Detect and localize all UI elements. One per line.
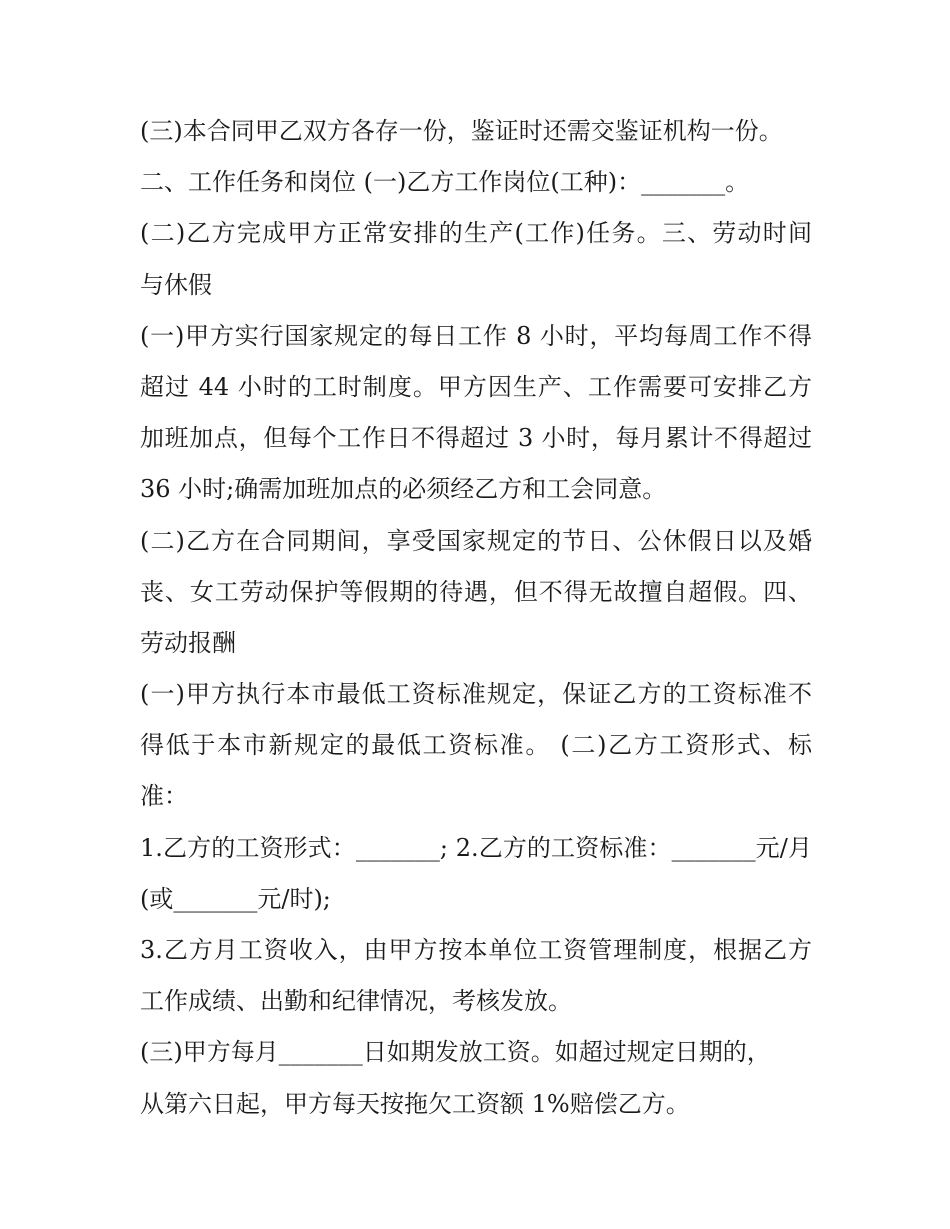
- text-line: (或_______元/时);: [140, 884, 331, 913]
- text-line: 与休假: [140, 270, 212, 299]
- text-line: (二)乙方在合同期间，享受国家规定的节日、公休假日以及婚: [140, 526, 812, 555]
- text-line: 准：: [140, 782, 188, 811]
- text-line: (二)乙方完成甲方正常安排的生产(工作)任务。三、劳动时间: [140, 219, 812, 248]
- text-line: (三)甲方每月_______日如期发放工资。如超过规定日期的，: [140, 1038, 771, 1067]
- text-line: 丧、女工劳动保护等假期的待遇，但不得无故擅自超假。四、: [140, 577, 812, 606]
- text-line: 3.乙方月工资收入，由甲方按本单位工资管理制度，根据乙方: [140, 936, 812, 964]
- text-line: (一)甲方实行国家规定的每日工作 8 小时，平均每周工作不得: [140, 321, 812, 350]
- text-line: 加班加点，但每个工作日不得超过 3 小时，每月累计不得超过: [140, 424, 812, 453]
- text-line: 1.乙方的工资形式：_______; 2.乙方的工资标准：_______元/月: [140, 833, 812, 862]
- document-body: [140, 106, 812, 1130]
- text-line: (一)甲方执行本市最低工资标准规定，保证乙方的工资标准不: [140, 680, 812, 709]
- text-line: (三)本合同甲乙双方各存一份，鉴证时还需交鉴证机构一份。: [140, 117, 783, 145]
- text-line: 36 小时;确需加班加点的必须经乙方和工会同意。: [140, 475, 667, 504]
- text-line: 超过 44 小时的工时制度。甲方因生产、工作需要可安排乙方: [140, 372, 812, 401]
- text-line: 从第六日起，甲方每天按拖欠工资额 1%赔偿乙方。: [140, 1089, 690, 1118]
- text-line: 工作成绩、出勤和纪律情况，考核发放。: [140, 987, 572, 1016]
- text-line: 得低于本市新规定的最低工资标准。 (二)乙方工资形式、标: [140, 731, 812, 760]
- text-line: 二、工作任务和岗位 (一)乙方工作岗位(工种)：_______。: [140, 168, 750, 197]
- text-line: 劳动报酬: [140, 628, 236, 657]
